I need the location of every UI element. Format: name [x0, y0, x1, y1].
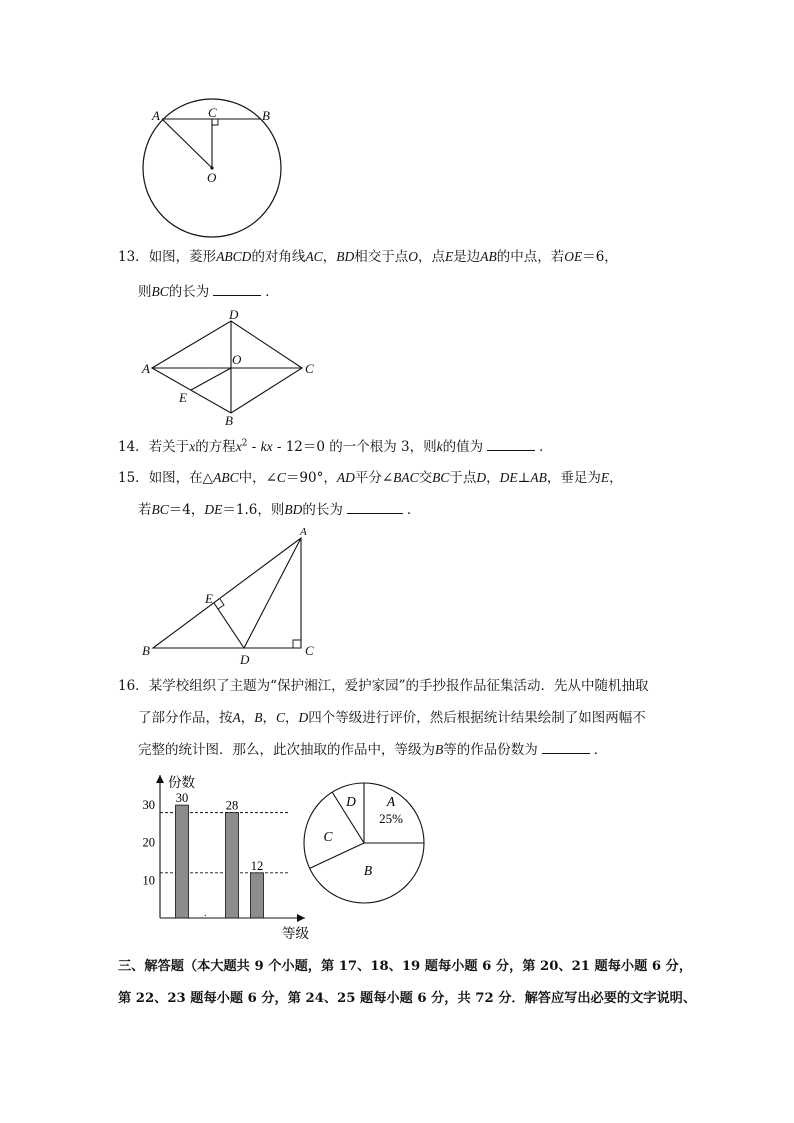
text: ， — [285, 710, 299, 726]
y-axis-label: 份数 — [168, 775, 195, 790]
text: 的长为 — [302, 502, 343, 518]
text: 平分∠ — [354, 470, 394, 486]
text: - — [247, 439, 261, 455]
math: BAC — [393, 470, 419, 485]
text: 的方程 — [195, 439, 236, 455]
pie-slice-edge — [310, 843, 364, 868]
math: E — [600, 470, 610, 485]
y-tick-label: 20 — [142, 835, 155, 850]
text: 若 — [138, 502, 152, 518]
text: 则 — [138, 284, 152, 300]
section-3-line1: 三、解答题（本大题共 9 个小题，第 17、18、19 题每小题 6 分，第 20、21 题每小题 6 分， — [118, 959, 693, 974]
text: 某学校组织了主题为“保护湘江，爱护家园”的手抄报作品征集活动．先从中随机抽取 — [148, 678, 649, 694]
math: D — [298, 710, 309, 725]
point-label-o: O — [207, 170, 217, 185]
math: ABCD — [216, 249, 252, 264]
y-tick-label: 30 — [142, 798, 155, 813]
point-label-c: C — [305, 361, 314, 376]
text: 中，∠ — [238, 470, 277, 486]
text: ⊥ — [517, 470, 531, 486]
math: C — [276, 710, 286, 725]
point-label-b: B — [142, 643, 150, 658]
text: 如图，在△ — [148, 470, 214, 486]
math: D — [476, 470, 487, 485]
point-label-a: A — [152, 108, 160, 123]
point-label-e: E — [179, 390, 187, 405]
text: 交 — [418, 470, 433, 486]
text: 如图，菱形 — [148, 249, 217, 265]
text: 若关于 — [148, 439, 190, 455]
point-label-e: E — [205, 591, 213, 606]
text: ， — [609, 470, 623, 486]
math: x — [235, 439, 242, 454]
text: ， — [486, 470, 500, 486]
bar-value-label: 28 — [225, 798, 239, 813]
text: 于点 — [449, 470, 477, 486]
text: ， — [262, 710, 276, 726]
math: BD — [284, 502, 303, 517]
text: ． — [593, 742, 608, 758]
math: AD — [336, 470, 355, 485]
text: ． — [539, 439, 553, 455]
text: - 12＝0 的一个根为 3，则 — [272, 439, 437, 455]
math: BC — [151, 284, 169, 299]
text: 的值为 — [442, 439, 484, 455]
missing-bar-marker: . — [204, 908, 207, 919]
pie-slice-value: 25% — [379, 811, 403, 826]
bar-value-label: 30 — [175, 791, 189, 806]
text: ，点 — [417, 249, 445, 265]
bar-value-label: 12 — [250, 858, 264, 873]
math: BC — [151, 502, 169, 517]
math: O — [408, 249, 418, 264]
math: B — [254, 710, 263, 725]
text: ＝4， — [168, 502, 205, 518]
point-label-a: A — [300, 526, 307, 538]
text: 的中点，若 — [496, 249, 565, 265]
pie-slice-label: D — [346, 794, 356, 809]
math: BC — [432, 470, 450, 485]
point-label-b: B — [262, 108, 270, 123]
point-label-d: D — [240, 652, 250, 667]
question-number: 15． — [118, 470, 149, 486]
text: 等的作品份数为 — [443, 742, 538, 758]
pie-slice-label: B — [363, 863, 373, 878]
y-tick-label: 10 — [142, 873, 155, 888]
math: E — [444, 249, 454, 264]
text: 了部分作品，按 — [138, 710, 233, 726]
point-label-o: O — [232, 352, 242, 367]
text: 的长为 — [168, 284, 210, 300]
text: ＝1.6，则 — [222, 502, 285, 518]
point-label-d: D — [229, 307, 239, 322]
math: DE — [204, 502, 223, 517]
math: AB — [530, 470, 547, 485]
math: AC — [305, 249, 323, 264]
math: x — [189, 439, 196, 454]
math: C — [276, 470, 286, 485]
point-label-a: A — [142, 361, 150, 376]
text: ＝6， — [582, 249, 618, 265]
pie-slice-label: C — [323, 829, 333, 844]
question-number: 16． — [118, 678, 149, 694]
text: ，垂足为 — [546, 470, 601, 486]
text: 相交于点 — [354, 249, 409, 265]
x-axis-label: 等级 — [282, 926, 309, 941]
point-label-c: C — [208, 105, 217, 120]
text: ． — [265, 284, 279, 300]
pie-slice-label: A — [386, 794, 396, 809]
text: 四个等级进行评价，然后根据统计结果绘制了如图两幅不 — [308, 710, 646, 726]
math: AB — [480, 249, 497, 264]
point-label-b: B — [225, 413, 233, 428]
question-number: 14． — [118, 439, 149, 455]
text: ， — [322, 249, 337, 265]
math: ABC — [213, 470, 239, 485]
text: ． — [406, 502, 421, 518]
math: A — [232, 710, 241, 725]
question-number: 13． — [118, 249, 149, 265]
math: B — [435, 742, 444, 757]
text: 是边 — [453, 249, 481, 265]
math: BD — [336, 249, 355, 264]
point-label-c: C — [305, 643, 314, 658]
exponent: 2 — [241, 438, 248, 449]
math: DE — [499, 470, 518, 485]
text: ， — [240, 710, 255, 726]
text: ＝90°， — [285, 470, 337, 486]
text: 完整的统计图．那么，此次抽取的作品中，等级为 — [138, 742, 435, 758]
math: k — [436, 439, 443, 454]
math: OE — [564, 249, 583, 264]
math: kx — [260, 439, 273, 454]
text: 的对角线 — [251, 249, 306, 265]
section-3-line2: 第 22、23 题每小题 6 分，第 24、25 题每小题 6 分，共 72 分．解答应写出必要的文字说明、 — [118, 991, 697, 1006]
